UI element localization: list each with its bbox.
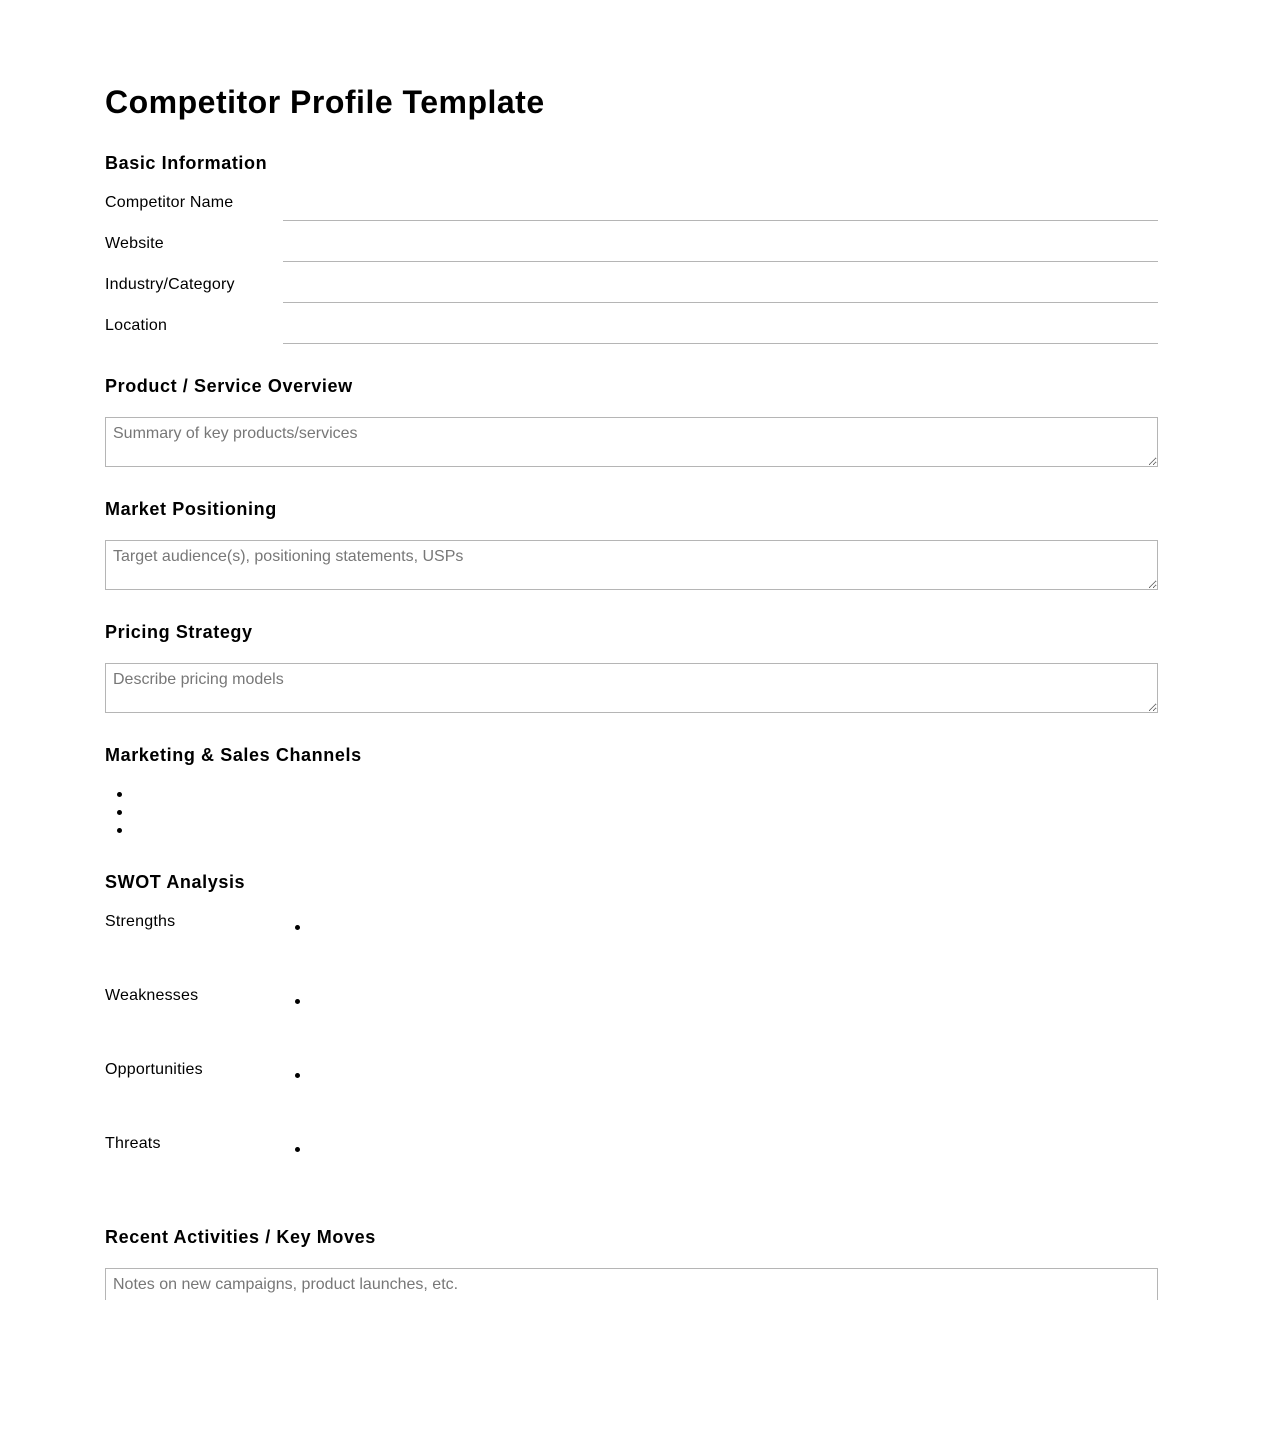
weaknesses-label: Weaknesses xyxy=(105,987,199,1004)
opportunities-label: Opportunities xyxy=(105,1061,203,1078)
recent-activities-textarea[interactable] xyxy=(105,1268,1158,1300)
swot-analysis-heading: SWOT Analysis xyxy=(105,872,246,892)
page-title: Competitor Profile Template xyxy=(105,84,545,120)
website-input[interactable] xyxy=(283,235,1158,262)
marketing-channels-heading: Marketing & Sales Channels xyxy=(105,745,362,765)
strengths-label: Strengths xyxy=(105,913,176,930)
competitor-name-label: Competitor Name xyxy=(105,194,234,211)
product-overview-textarea[interactable] xyxy=(105,417,1158,467)
list-item xyxy=(117,792,122,797)
location-input[interactable] xyxy=(283,317,1158,344)
market-positioning-textarea[interactable] xyxy=(105,540,1158,590)
pricing-strategy-textarea[interactable] xyxy=(105,663,1158,713)
industry-category-label: Industry/Category xyxy=(105,276,235,293)
competitor-name-input[interactable] xyxy=(283,194,1158,221)
pricing-strategy-heading: Pricing Strategy xyxy=(105,622,253,642)
threats-list-item xyxy=(295,1147,300,1152)
list-item xyxy=(117,810,122,815)
list-item xyxy=(117,828,122,833)
location-label: Location xyxy=(105,317,168,334)
threats-label: Threats xyxy=(105,1135,161,1152)
weaknesses-list-item xyxy=(295,999,300,1004)
basic-information-heading: Basic Information xyxy=(105,153,268,173)
product-overview-heading: Product / Service Overview xyxy=(105,376,353,396)
competitor-profile-form xyxy=(105,0,1158,1300)
opportunities-list-item xyxy=(295,1073,300,1078)
market-positioning-heading: Market Positioning xyxy=(105,499,277,519)
industry-category-input[interactable] xyxy=(283,276,1158,303)
website-label: Website xyxy=(105,235,164,252)
recent-activities-heading: Recent Activities / Key Moves xyxy=(105,1227,376,1247)
strengths-list-item xyxy=(295,925,300,930)
